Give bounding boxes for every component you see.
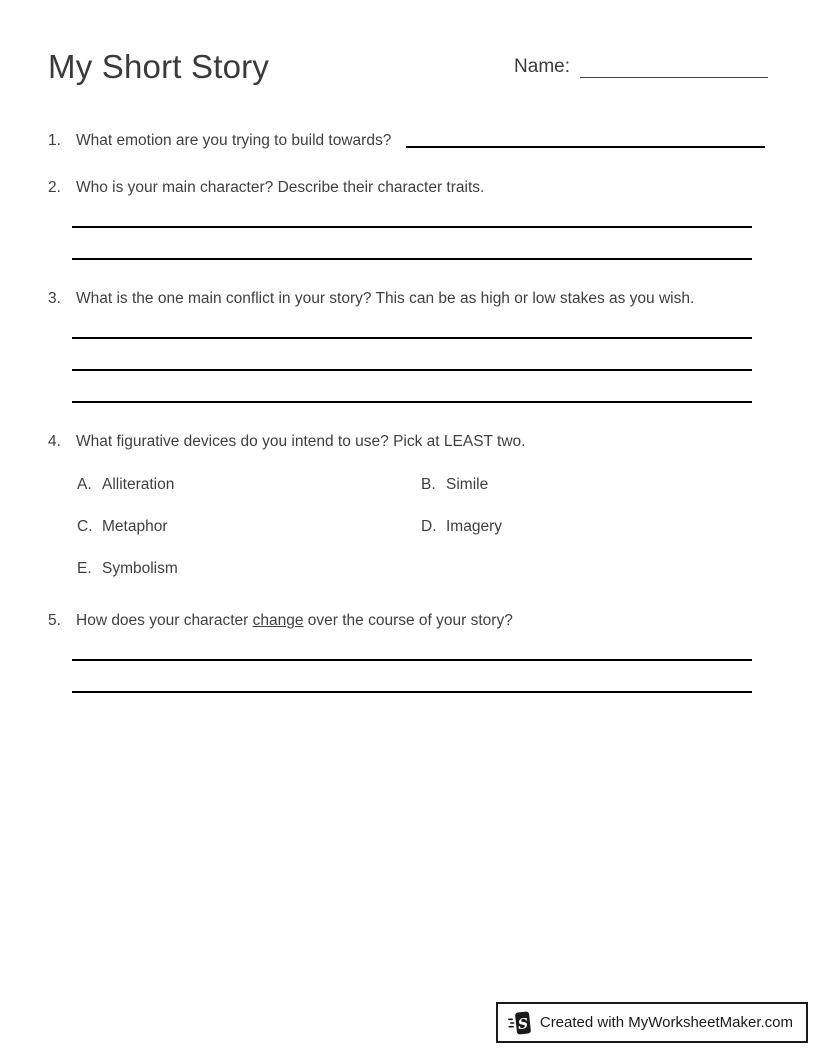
answer-blank-line (72, 629, 752, 661)
name-field (514, 54, 768, 78)
option-letter: D. (421, 518, 437, 536)
question-1 (48, 132, 768, 149)
question-text: What emotion are you trying to build towards? (76, 132, 392, 149)
page-title: My Short Story (48, 48, 270, 85)
choice-options (77, 476, 768, 578)
answer-blank-line (72, 371, 752, 403)
option-letter: C. (77, 518, 93, 536)
name-label: Name: (514, 56, 570, 77)
question-number: 5. (48, 612, 61, 630)
question-text-underlined: change (252, 612, 304, 630)
answer-blank-line (72, 307, 752, 339)
name-blank-line (580, 54, 768, 78)
question-text: What figurative devices do you intend to use? Pick at LEAST two. (76, 433, 526, 451)
answer-blank-line (72, 196, 752, 228)
option-label: Imagery (446, 518, 502, 536)
option-d (421, 518, 768, 536)
header (48, 48, 768, 86)
answer-blank-line (406, 146, 765, 148)
answer-blank-line (72, 661, 752, 693)
option-letter: E. (77, 560, 92, 578)
question-number: 3. (48, 290, 61, 308)
question-2 (48, 179, 768, 260)
option-letter: B. (421, 476, 436, 494)
option-a (77, 476, 421, 494)
option-label: Simile (446, 476, 489, 494)
question-text: What is the one main conflict in your story? This can be as high or low stakes as you wish. (76, 290, 695, 308)
option-label: Metaphor (102, 518, 168, 536)
option-c (77, 518, 421, 536)
question-number: 2. (48, 179, 61, 197)
option-label: Alliteration (102, 476, 175, 494)
option-e (77, 560, 421, 578)
question-text-after: over the course of your story? (303, 612, 513, 630)
option-label: Symbolism (102, 560, 178, 578)
answer-blank-line (72, 339, 752, 371)
question-text-before: How does your character (76, 612, 253, 630)
question-text: Who is your main character? Describe their character traits. (76, 179, 485, 197)
question-3 (48, 290, 768, 403)
question-5 (48, 612, 768, 693)
question-text (76, 612, 513, 629)
question-4 (48, 433, 768, 578)
option-letter: A. (77, 476, 92, 494)
question-number: 4. (48, 433, 61, 451)
worksheet-maker-logo-icon (508, 1010, 532, 1036)
option-b (421, 476, 768, 494)
footer-credit-text: Created with MyWorksheetMaker.com (539, 1014, 793, 1031)
svg-text:S: S (517, 1015, 529, 1033)
question-number: 1. (48, 132, 61, 149)
answer-blank-line (72, 228, 752, 260)
footer-credit-badge (496, 1002, 808, 1043)
